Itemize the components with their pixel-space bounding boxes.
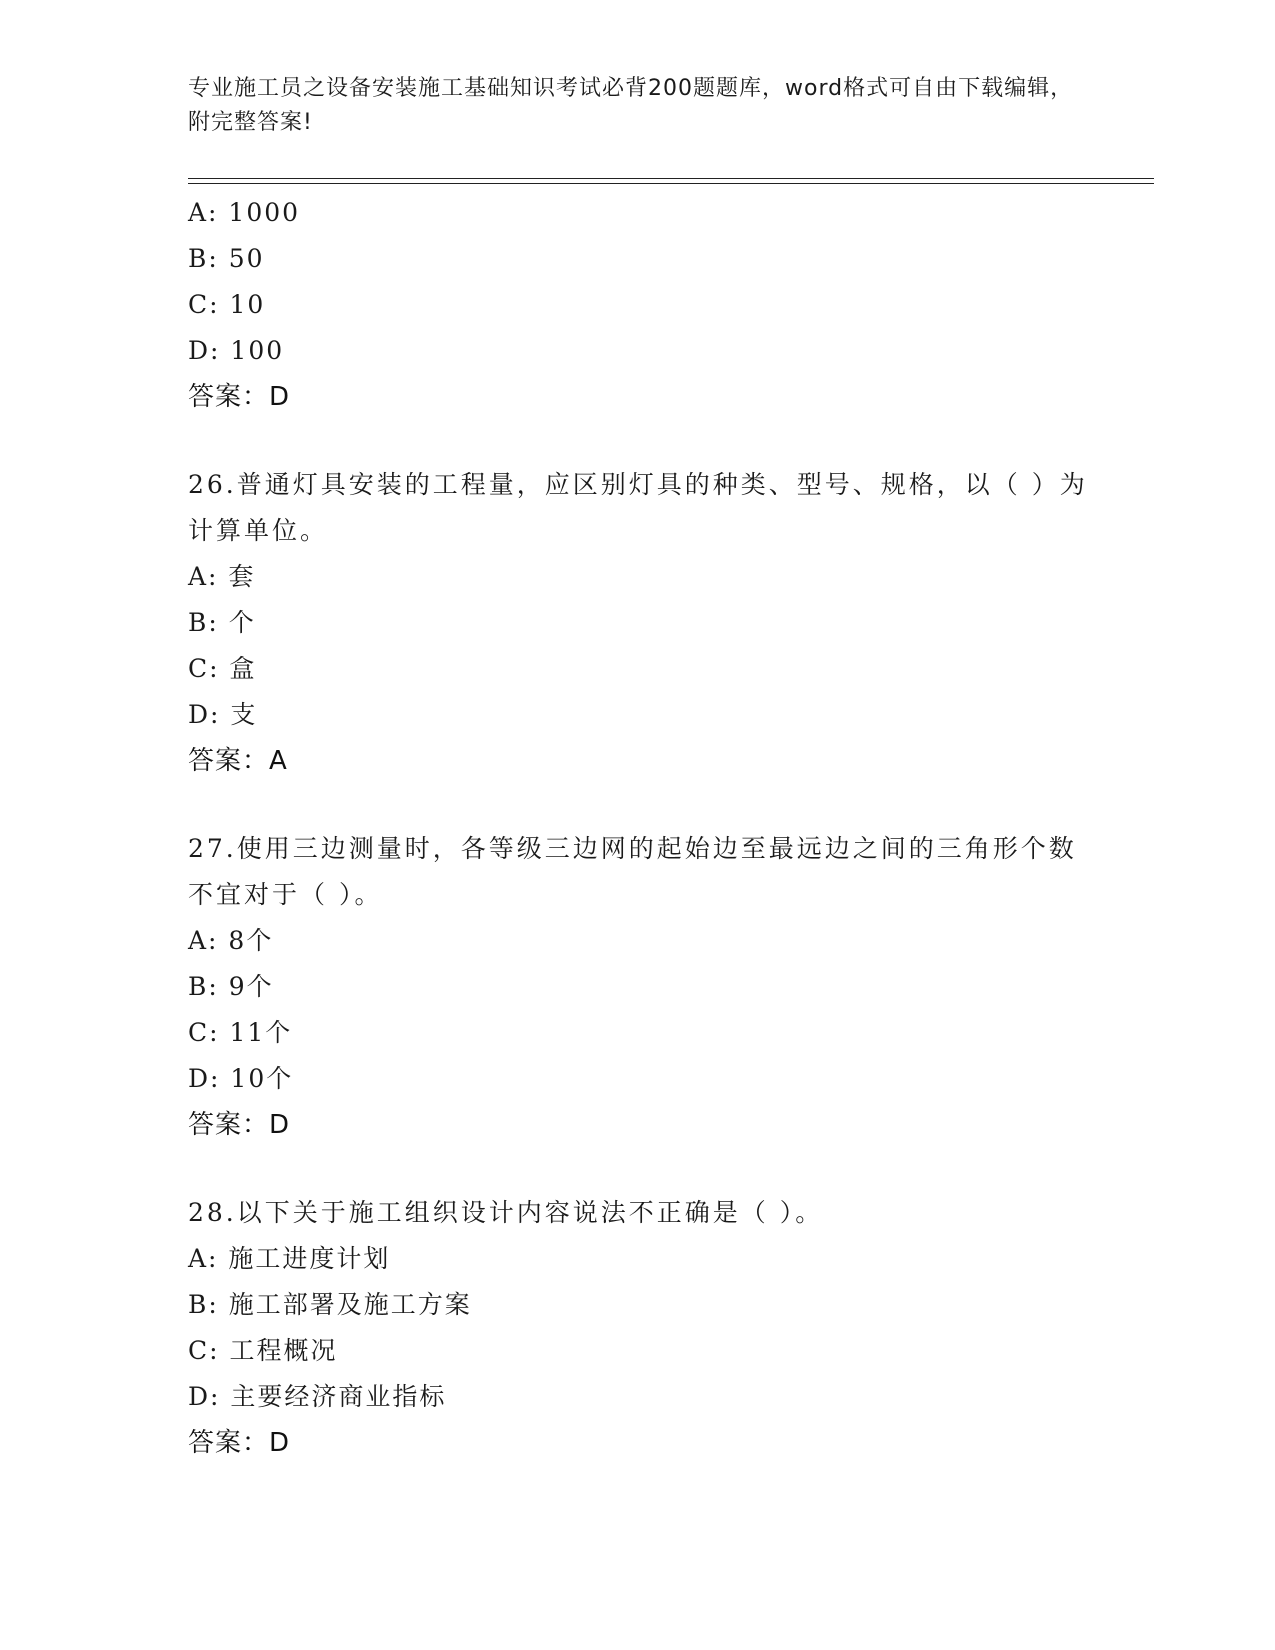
option-b: B: 个: [188, 608, 256, 637]
question-26: [188, 462, 1138, 784]
question-stem: 27.使用三边测量时，各等级三边网的起始边至最远边之间的三角形个数不宜对于（ ）。: [188, 834, 1077, 909]
option-c: C: 11个: [188, 1018, 293, 1047]
option-b: B: 50: [188, 244, 265, 273]
option-c: C: 盒: [188, 654, 257, 683]
option-c: C: 工程概况: [188, 1336, 338, 1365]
document-header: 专业施工员之设备安装施工基础知识考试必背200题题库，word格式可自由下载编辑，附完整答案!: [188, 76, 1074, 135]
answer: 答案：A: [188, 746, 288, 776]
option-a: A: 套: [188, 562, 256, 591]
option-d: D: 10个: [188, 1064, 294, 1093]
answer: 答案：D: [188, 382, 291, 412]
answer: 答案：D: [188, 1428, 291, 1458]
question-28: [188, 1190, 1138, 1466]
header-divider-top: [188, 178, 1154, 179]
question-stem: 28.以下关于施工组织设计内容说法不正确是（ ）。: [188, 1198, 824, 1227]
option-d: D: 支: [188, 700, 258, 729]
option-a: A: 1000: [188, 198, 301, 227]
answer: 答案：D: [188, 1110, 291, 1140]
question-list: [188, 190, 1138, 1466]
option-b: B: 施工部署及施工方案: [188, 1290, 472, 1319]
option-a: A: 施工进度计划: [188, 1244, 391, 1273]
option-b: B: 9个: [188, 972, 274, 1001]
option-c: C: 10: [188, 290, 266, 319]
option-a: A: 8个: [188, 926, 274, 955]
option-d: D: 100: [188, 336, 285, 365]
question-25-tail: [188, 190, 1138, 420]
header-divider-bottom: [188, 183, 1154, 184]
question-27: [188, 826, 1138, 1148]
question-stem: 26.普通灯具安装的工程量，应区别灯具的种类、型号、规格，以（ ）为计算单位。: [188, 470, 1088, 545]
option-d: D: 主要经济商业指标: [188, 1382, 447, 1411]
